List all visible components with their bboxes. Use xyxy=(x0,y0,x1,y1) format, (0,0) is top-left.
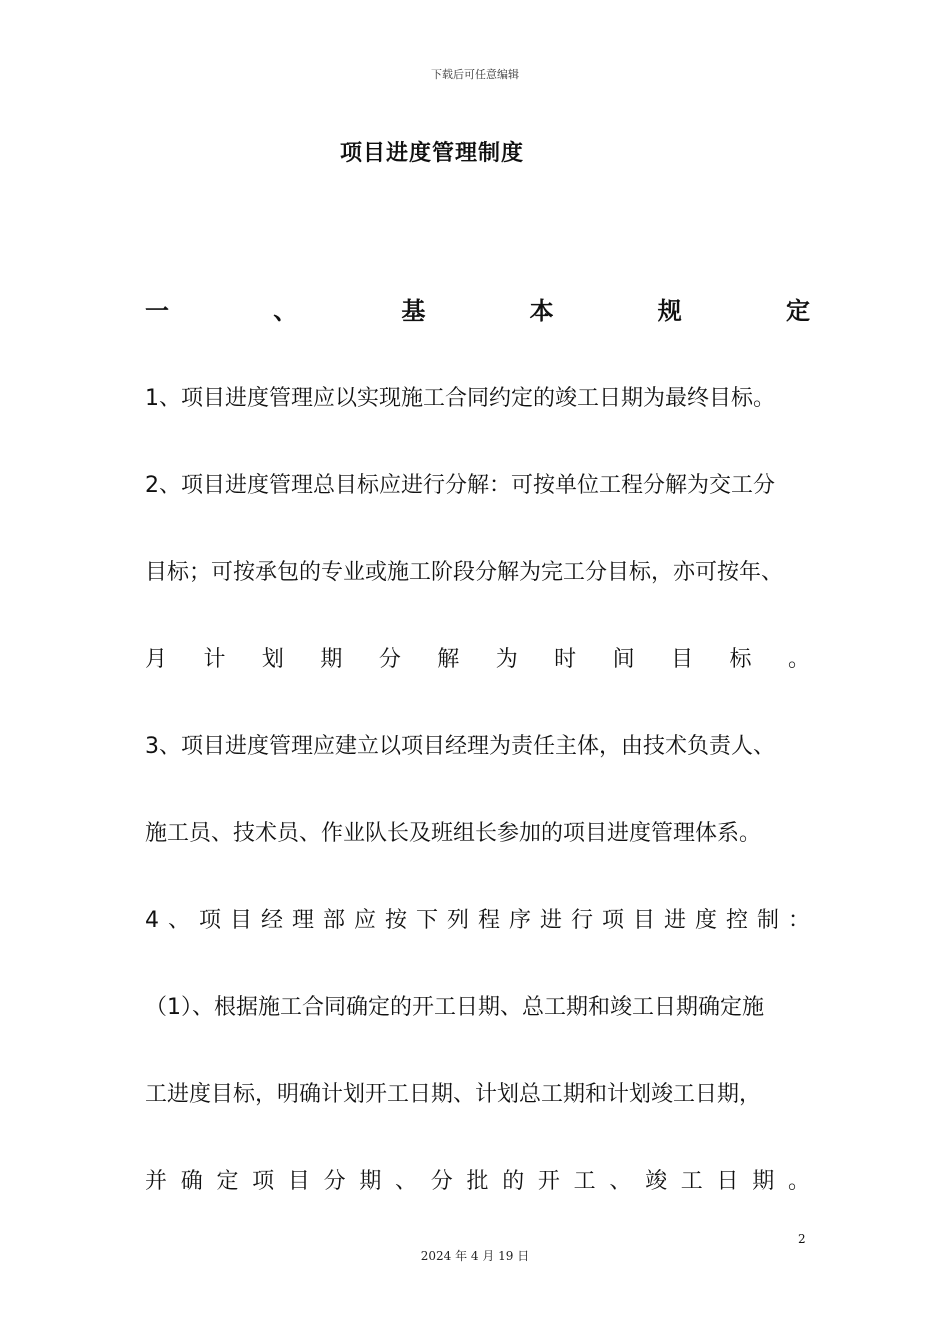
line10-char: 确 xyxy=(180,1169,203,1194)
line10-char: 分 xyxy=(323,1169,346,1194)
line7-char: 度 xyxy=(694,908,717,933)
line7-char: 项 xyxy=(198,908,221,933)
paragraph-line-1: 1、项目进度管理应以实现施工合同约定的竣工日期为最终目标。 xyxy=(145,386,775,411)
line7-char: 部 xyxy=(322,908,345,933)
line10-char: 的 xyxy=(502,1169,525,1194)
line7-char: 制 xyxy=(756,908,779,933)
line7-char: 程 xyxy=(477,908,500,933)
line7-char: 按 xyxy=(384,908,407,933)
section-heading-char: 一 xyxy=(145,297,169,325)
line10-char: 开 xyxy=(537,1169,560,1194)
line10-char: 项 xyxy=(252,1169,275,1194)
paragraph-line-2: 2、项目进度管理总目标应进行分解：可按单位工程分解为交工分 xyxy=(145,473,775,498)
line10-char: 日 xyxy=(716,1169,739,1194)
section-heading-char: 、 xyxy=(273,297,298,325)
line7-char: 序 xyxy=(508,908,531,933)
document-title: 项目进度管理制度 xyxy=(340,141,525,166)
section-heading-char: 定 xyxy=(785,297,810,325)
line7-char: 目 xyxy=(632,908,655,933)
line10-char: 。 xyxy=(787,1169,810,1194)
line4-char: 期 xyxy=(320,647,343,672)
line7-char: 控 xyxy=(725,908,748,933)
section-heading-char: 本 xyxy=(529,297,554,325)
line7-char: 应 xyxy=(353,908,376,933)
line10-char: 、 xyxy=(609,1169,632,1194)
section-heading-char: 基 xyxy=(401,297,426,325)
line4-char: 解 xyxy=(437,647,460,672)
line7-char: 列 xyxy=(446,908,469,933)
line4-char: 目 xyxy=(671,647,694,672)
paragraph-line-9: 工进度目标，明确计划开工日期、计划总工期和计划竣工日期， xyxy=(145,1082,762,1107)
line4-char: 计 xyxy=(203,647,226,672)
section-heading-char: 规 xyxy=(657,297,682,325)
line4-char: 分 xyxy=(378,647,401,672)
paragraph-line-6: 施工员、技术员、作业队长及班组长参加的项目进度管理体系。 xyxy=(145,821,762,846)
line10-char: 批 xyxy=(466,1169,489,1194)
paragraph-line-5: 3、项目进度管理应建立以项目经理为责任主体，由技术负责人、 xyxy=(145,734,775,759)
line7-char: 下 xyxy=(415,908,438,933)
line4-char: 时 xyxy=(554,647,577,672)
line4-char: 为 xyxy=(495,647,518,672)
line10-char: 期 xyxy=(752,1169,775,1194)
line4-char: 。 xyxy=(787,647,810,672)
line10-char: 工 xyxy=(680,1169,703,1194)
line7-char: 行 xyxy=(570,908,593,933)
paragraph-line-4 xyxy=(145,645,810,675)
line7-char: 、 xyxy=(167,908,190,933)
page-number: 2 xyxy=(798,1232,806,1246)
line10-char: 分 xyxy=(430,1169,453,1194)
page-footer-date: 2024 年 4 月 19 日 xyxy=(420,1249,530,1263)
line10-char: 目 xyxy=(287,1169,310,1194)
paragraph-line-7 xyxy=(145,906,810,936)
line7-char: 经 xyxy=(260,908,283,933)
line10-char: 定 xyxy=(216,1169,239,1194)
line7-char: 4 xyxy=(145,908,159,933)
line10-char: 工 xyxy=(573,1169,596,1194)
line4-char: 月 xyxy=(145,647,168,672)
line10-char: 、 xyxy=(395,1169,418,1194)
paragraph-line-8: （1）、根据施工合同确定的开工日期、总工期和竣工日期确定施 xyxy=(145,995,764,1020)
line4-char: 间 xyxy=(612,647,635,672)
line10-char: 期 xyxy=(359,1169,382,1194)
line7-char: 理 xyxy=(291,908,314,933)
line4-char: 划 xyxy=(261,647,284,672)
line7-char: ： xyxy=(787,908,810,933)
line4-char: 标 xyxy=(729,647,752,672)
line7-char: 项 xyxy=(601,908,624,933)
section-heading-basic-rules xyxy=(145,296,810,326)
line10-char: 并 xyxy=(145,1169,168,1194)
line7-char: 进 xyxy=(663,908,686,933)
paragraph-line-10 xyxy=(145,1167,810,1197)
line10-char: 竣 xyxy=(645,1169,668,1194)
line7-char: 进 xyxy=(539,908,562,933)
line7-char: 目 xyxy=(229,908,252,933)
paragraph-line-3: 目标；可按承包的专业或施工阶段分解为完工分目标，亦可按年、 xyxy=(145,560,784,585)
page-header: 下载后可任意编辑 xyxy=(431,68,519,81)
